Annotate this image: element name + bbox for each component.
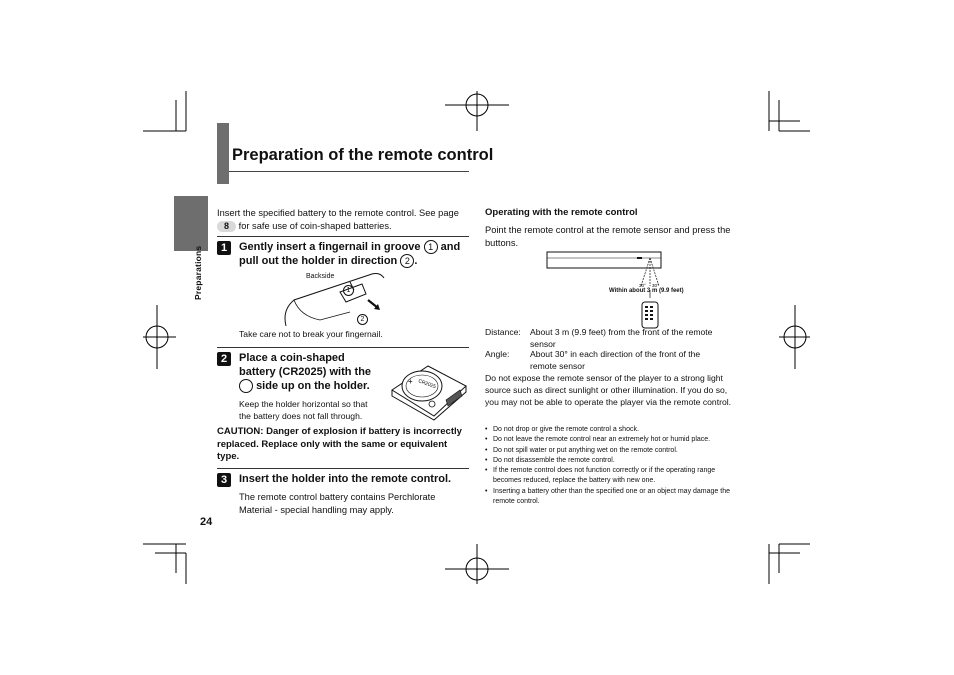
figure-mark-1: 1 — [343, 282, 354, 300]
step1-heading: Gently insert a fingernail in groove 1 and pull out the holder in direction 2 . — [239, 240, 461, 268]
list-item: • Inserting a battery other than the specified one or an object may damage the remote control. — [485, 487, 740, 508]
page-ref-badge: 8 — [217, 221, 236, 232]
list-item: • Do not drop or give the remote control a shock. — [485, 425, 740, 435]
step1-note: Take care not to break your fingernail. — [239, 329, 383, 339]
battery-holder-illustration — [388, 360, 470, 422]
circle-number-1: 1 — [424, 240, 438, 254]
list-item: • Do not spill water or put anything wet on the remote control. — [485, 446, 740, 456]
list-item: • If the remote control does not function correctly or if the operating range becomes reduced, replace the battery with new one. — [485, 466, 740, 487]
caution-text: CAUTION: Danger of explosion if battery is incorrectly replaced. Replace only with the same or equivalent type. — [217, 426, 462, 462]
step1-number: 1 — [217, 241, 231, 255]
exposure-warning: Do not expose the remote sensor of the player to a strong light source such as direct sunlight or other illumination. If you do so, you may not be able to operate the player via the remote control. — [485, 373, 732, 407]
section-label: Preparations — [193, 245, 203, 300]
angle-label-right: 30° — [652, 283, 659, 288]
operating-intro: Point the remote control at the remote sensor and press the buttons. — [485, 225, 731, 248]
battery-label: CR2025 — [417, 378, 437, 391]
step2-number: 2 — [217, 352, 231, 366]
battery-plus: + — [408, 377, 413, 386]
figure-mark-2: 2 — [357, 311, 368, 329]
operating-heading: Operating with the remote control — [485, 207, 638, 218]
circle-number-2: 2 — [400, 254, 414, 268]
step3-number: 3 — [217, 473, 231, 487]
list-item: • Do not disassemble the remote control. — [485, 456, 740, 466]
step2-heading: Place a coin-shaped battery (CR2025) with the side up on the holder. — [239, 352, 372, 392]
range-caption: Within about 3 m (9.9 feet) — [609, 288, 684, 294]
backside-label: Backside — [306, 273, 335, 280]
title-rule — [229, 171, 469, 172]
step3-note: The remote control battery contains Perchlorate Material - special handling may apply. — [239, 492, 436, 515]
title-tab — [217, 123, 229, 184]
angle-label-left: 30° — [639, 283, 646, 288]
notes-list — [485, 425, 740, 507]
section-tab — [174, 196, 208, 251]
intro-text-end: for safe use of coin-shaped batteries. — [238, 221, 392, 231]
list-item: • Do not leave the remote control near an extremely hot or humid place. — [485, 435, 740, 445]
blank-circle-symbol — [239, 379, 253, 393]
intro-paragraph — [217, 207, 467, 233]
intro-text: Insert the specified battery to the remote control. See page — [217, 208, 459, 218]
step3-heading: Insert the holder into the remote control. — [239, 473, 452, 485]
distance-row: Distance: About 3 m (9.9 feet) from the front of the remote sensor — [485, 327, 713, 349]
step2-rule — [217, 347, 469, 348]
step1-rule — [217, 236, 469, 237]
remote-backside-illustration — [280, 270, 390, 330]
step2-note: Keep the holder horizontal so that the battery does not fall through. — [239, 399, 368, 421]
page-title: Preparation of the remote control — [232, 146, 494, 164]
step3-rule — [217, 468, 469, 469]
page-number: 24 — [200, 516, 213, 528]
angle-row: Angle: About 30° in each direction of the front of the remote sensor — [485, 349, 701, 371]
